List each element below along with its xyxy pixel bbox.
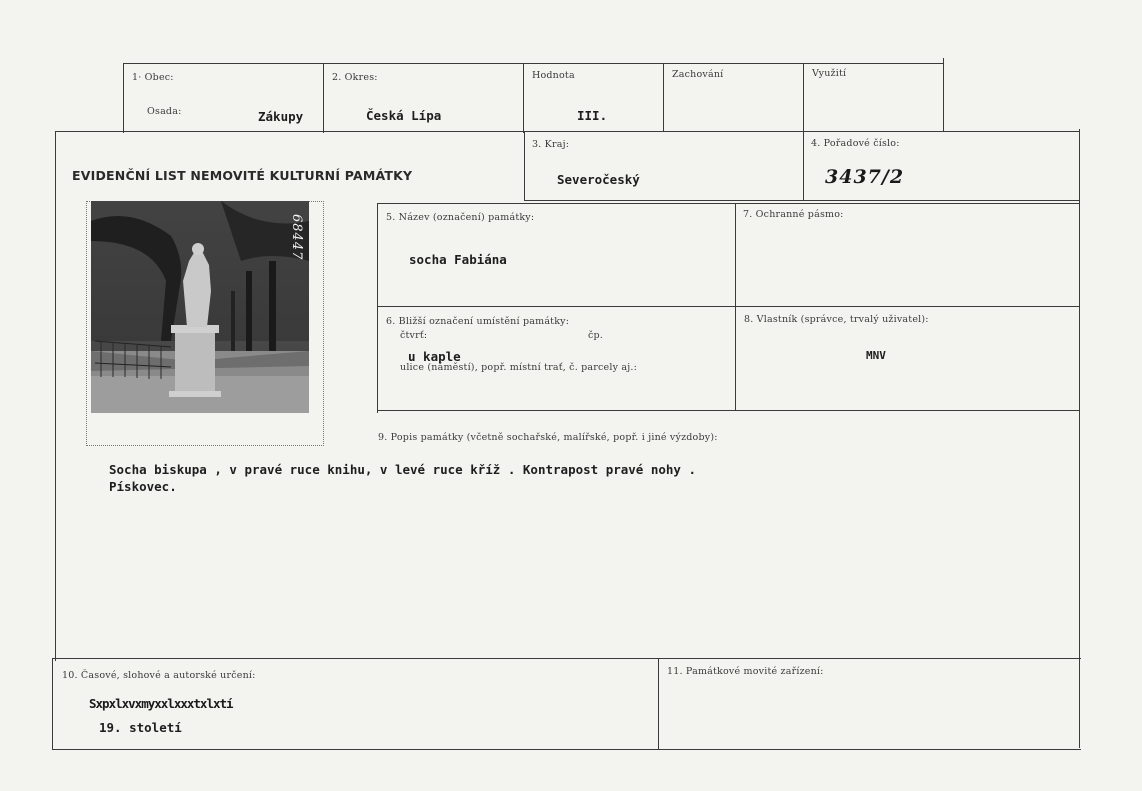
form-title: EVIDENČNÍ LIST NEMOVITÉ KULTURNÍ PAMÁTKY bbox=[72, 168, 413, 183]
ochranne-pasmo-label: 7. Ochranné pásmo: bbox=[743, 209, 844, 220]
osada-label: Osada: bbox=[147, 106, 182, 117]
vlastnik-label: 8. Vlastník (správce, trvalý uživatel): bbox=[744, 314, 929, 325]
kraj-value: Severočeský bbox=[557, 172, 640, 187]
nazev-label: 5. Název (označení) památky: bbox=[386, 212, 535, 223]
ctvrt-label: čtvrť: bbox=[400, 330, 428, 341]
popis-label: 9. Popis památky (včetně sochařské, malířské, popř. i jiné výzdoby): bbox=[378, 432, 718, 443]
cp-label: čp. bbox=[588, 330, 604, 341]
nazev-value: socha Fabiána bbox=[409, 252, 507, 267]
umisteni-label: 6. Bližší označení umístění památky: bbox=[386, 316, 570, 327]
okres-value: Česká Lípa bbox=[366, 108, 442, 123]
poradove-cislo-value: 3437/2 bbox=[825, 166, 905, 188]
hodnota-label: Hodnota bbox=[532, 70, 575, 81]
poradove-cislo-label: 4. Pořadové číslo: bbox=[811, 138, 900, 149]
casove-urceni-value: 19. století bbox=[99, 720, 182, 735]
vyuziti-label: Využití bbox=[812, 68, 847, 79]
movite-zarizeni-label: 11. Památkové movité zařízení: bbox=[667, 666, 824, 677]
umisteni-value: u kaple bbox=[408, 349, 461, 364]
hodnota-value: III. bbox=[577, 108, 608, 123]
kraj-label: 3. Kraj: bbox=[532, 139, 570, 150]
okres-label: 2. Okres: bbox=[332, 72, 378, 83]
popis-line-2: Pískovec. bbox=[109, 479, 177, 494]
zachovani-label: Zachování bbox=[672, 69, 724, 80]
monument-photo bbox=[91, 201, 309, 413]
casove-urceni-label: 10. Časové, slohové a autorské určení: bbox=[62, 670, 256, 681]
obec-label: 1· Obec: bbox=[132, 72, 174, 83]
struck-out-text: Sxpxlxvxmyxxlxxxtxlxtí bbox=[89, 696, 233, 711]
vlastnik-value: MNV bbox=[866, 349, 886, 362]
popis-line-1: Socha biskupa , v pravé ruce knihu, v levé ruce kříž . Kontrapost pravé nohy . bbox=[109, 462, 696, 477]
osada-value: Zákupy bbox=[258, 109, 304, 124]
photo-number: 68447 bbox=[289, 214, 304, 261]
ulice-label: ulice (náměstí), popř. místní trať, č. parcely aj.: bbox=[400, 362, 638, 373]
